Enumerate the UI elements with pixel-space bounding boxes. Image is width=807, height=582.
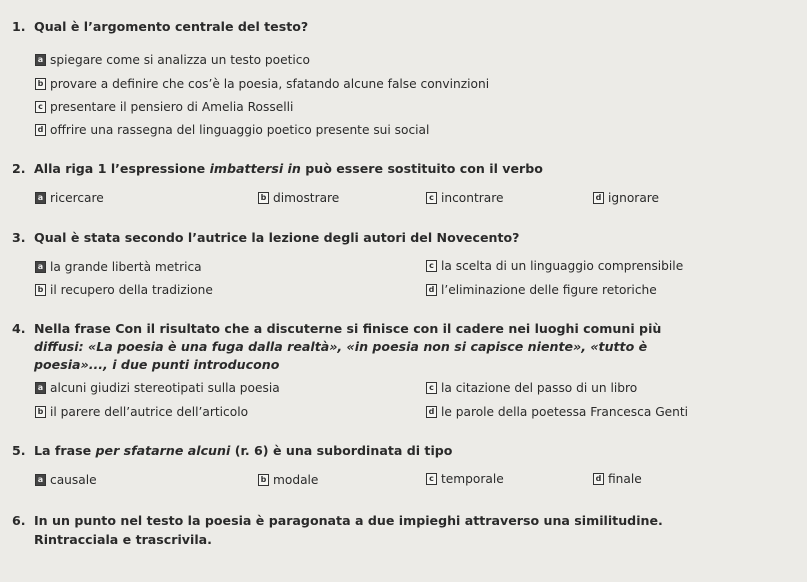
question-4-line-2: diffusi: «La poesia è una fuga dalla realtà», «in poesia non si capisce niente», «tutto è bbox=[34, 339, 648, 354]
option-3d[interactable] bbox=[426, 282, 657, 298]
checkbox-d[interactable]: d bbox=[593, 473, 604, 485]
checkbox-c[interactable]: c bbox=[426, 382, 437, 394]
option-text: ricercare bbox=[50, 191, 104, 205]
checkbox-d[interactable]: d bbox=[426, 284, 437, 296]
option-text: dimostrare bbox=[273, 191, 340, 205]
checkbox-d[interactable]: d bbox=[35, 124, 46, 136]
option-text: offrire una rassegna del linguaggio poetico presente sui social bbox=[50, 123, 430, 137]
option-3c[interactable] bbox=[426, 258, 683, 274]
option-text: modale bbox=[273, 473, 319, 487]
option-5b[interactable] bbox=[258, 472, 318, 488]
option-text: le parole della poetessa Francesca Genti bbox=[441, 405, 689, 419]
option-1d[interactable] bbox=[35, 122, 429, 138]
option-2c[interactable] bbox=[426, 190, 504, 206]
option-2b[interactable] bbox=[258, 190, 339, 206]
option-5c[interactable] bbox=[426, 471, 504, 487]
question-number: 6. bbox=[12, 513, 26, 528]
option-text: spiegare come si analizza un testo poetico bbox=[50, 53, 310, 67]
option-text: la grande libertà metrica bbox=[50, 260, 202, 274]
question-2: 2. Alla riga 1 l’espressione imbattersi in può essere sostituito con il verbo bbox=[12, 161, 543, 176]
option-3b[interactable] bbox=[35, 282, 213, 298]
checkbox-a[interactable]: a bbox=[35, 261, 46, 273]
checkbox-a[interactable]: a bbox=[35, 192, 46, 204]
option-text: ignorare bbox=[608, 191, 660, 205]
question-3 bbox=[12, 229, 519, 246]
checkbox-c[interactable]: c bbox=[35, 101, 46, 113]
checkbox-c[interactable]: c bbox=[426, 192, 437, 204]
option-text: il recupero della tradizione bbox=[50, 283, 213, 297]
checkbox-c[interactable]: c bbox=[426, 260, 437, 272]
option-5a[interactable] bbox=[35, 472, 97, 488]
checkbox-b[interactable]: b bbox=[35, 406, 46, 418]
option-4b[interactable] bbox=[35, 404, 248, 420]
option-text: incontrare bbox=[441, 191, 504, 205]
option-text: causale bbox=[50, 473, 97, 487]
option-4d[interactable] bbox=[426, 404, 688, 420]
checkbox-c[interactable]: c bbox=[426, 473, 437, 485]
option-4c[interactable] bbox=[426, 380, 637, 396]
checkbox-a[interactable]: a bbox=[35, 382, 46, 394]
option-text: l’eliminazione delle figure retoriche bbox=[441, 283, 657, 297]
question-text: Qual è stata secondo l’autrice la lezione degli autori del Novecento? bbox=[34, 230, 520, 245]
option-5d[interactable] bbox=[593, 471, 642, 487]
option-text: finale bbox=[608, 472, 642, 486]
question-4-line-3: poesia»..., i due punti introducono bbox=[34, 357, 280, 372]
checkbox-b[interactable]: b bbox=[35, 78, 46, 90]
question-number: 2. bbox=[12, 161, 26, 176]
checkbox-b[interactable]: b bbox=[258, 474, 269, 486]
option-text: la scelta di un linguaggio comprensibile bbox=[441, 259, 684, 273]
question-6: 6. In un punto nel testo la poesia è paragonata a due impieghi attraverso una similitudine. bbox=[12, 513, 663, 528]
quoted-expression: per sfatarne alcuni bbox=[95, 443, 231, 458]
question-number: 1. bbox=[12, 19, 26, 34]
checkbox-b[interactable]: b bbox=[35, 284, 46, 296]
quoted-expression: imbattersi in bbox=[209, 161, 301, 176]
option-text: temporale bbox=[441, 472, 504, 486]
option-1a[interactable] bbox=[35, 52, 310, 68]
question-text: Qual è l’argomento centrale del testo? bbox=[34, 19, 309, 34]
checkbox-b[interactable]: b bbox=[258, 192, 269, 204]
option-3a[interactable] bbox=[35, 259, 202, 275]
question-5: 5. La frase per sfatarne alcuni (r. 6) è una subordinata di tipo bbox=[12, 443, 453, 458]
option-text: provare a definire che cos’è la poesia, sfatando alcune false convinzioni bbox=[50, 77, 490, 91]
question-number: 5. bbox=[12, 443, 26, 458]
checkbox-d[interactable]: d bbox=[426, 406, 437, 418]
checkbox-a[interactable]: a bbox=[35, 474, 46, 486]
checkbox-d[interactable]: d bbox=[593, 192, 604, 204]
option-text: presentare il pensiero di Amelia Rosselli bbox=[50, 100, 294, 114]
option-2a[interactable] bbox=[35, 190, 104, 206]
question-6-line-2: Rintracciala e trascrivila. bbox=[34, 532, 212, 547]
checkbox-a[interactable]: a bbox=[35, 54, 46, 66]
option-1c[interactable] bbox=[35, 99, 293, 115]
question-1 bbox=[12, 18, 308, 35]
question-number: 4. bbox=[12, 321, 26, 336]
option-text: alcuni giudizi stereotipati sulla poesia bbox=[50, 381, 280, 395]
option-2d[interactable] bbox=[593, 190, 659, 206]
option-1b[interactable] bbox=[35, 76, 489, 92]
question-number: 3. bbox=[12, 230, 26, 245]
option-text: il parere dell’autrice dell’articolo bbox=[50, 405, 249, 419]
option-text: la citazione del passo di un libro bbox=[441, 381, 638, 395]
question-4: 4. Nella frase Con il risultato che a discuterne si finisce con il cadere nei luoghi comuni più bbox=[12, 321, 662, 336]
option-4a[interactable] bbox=[35, 380, 280, 396]
